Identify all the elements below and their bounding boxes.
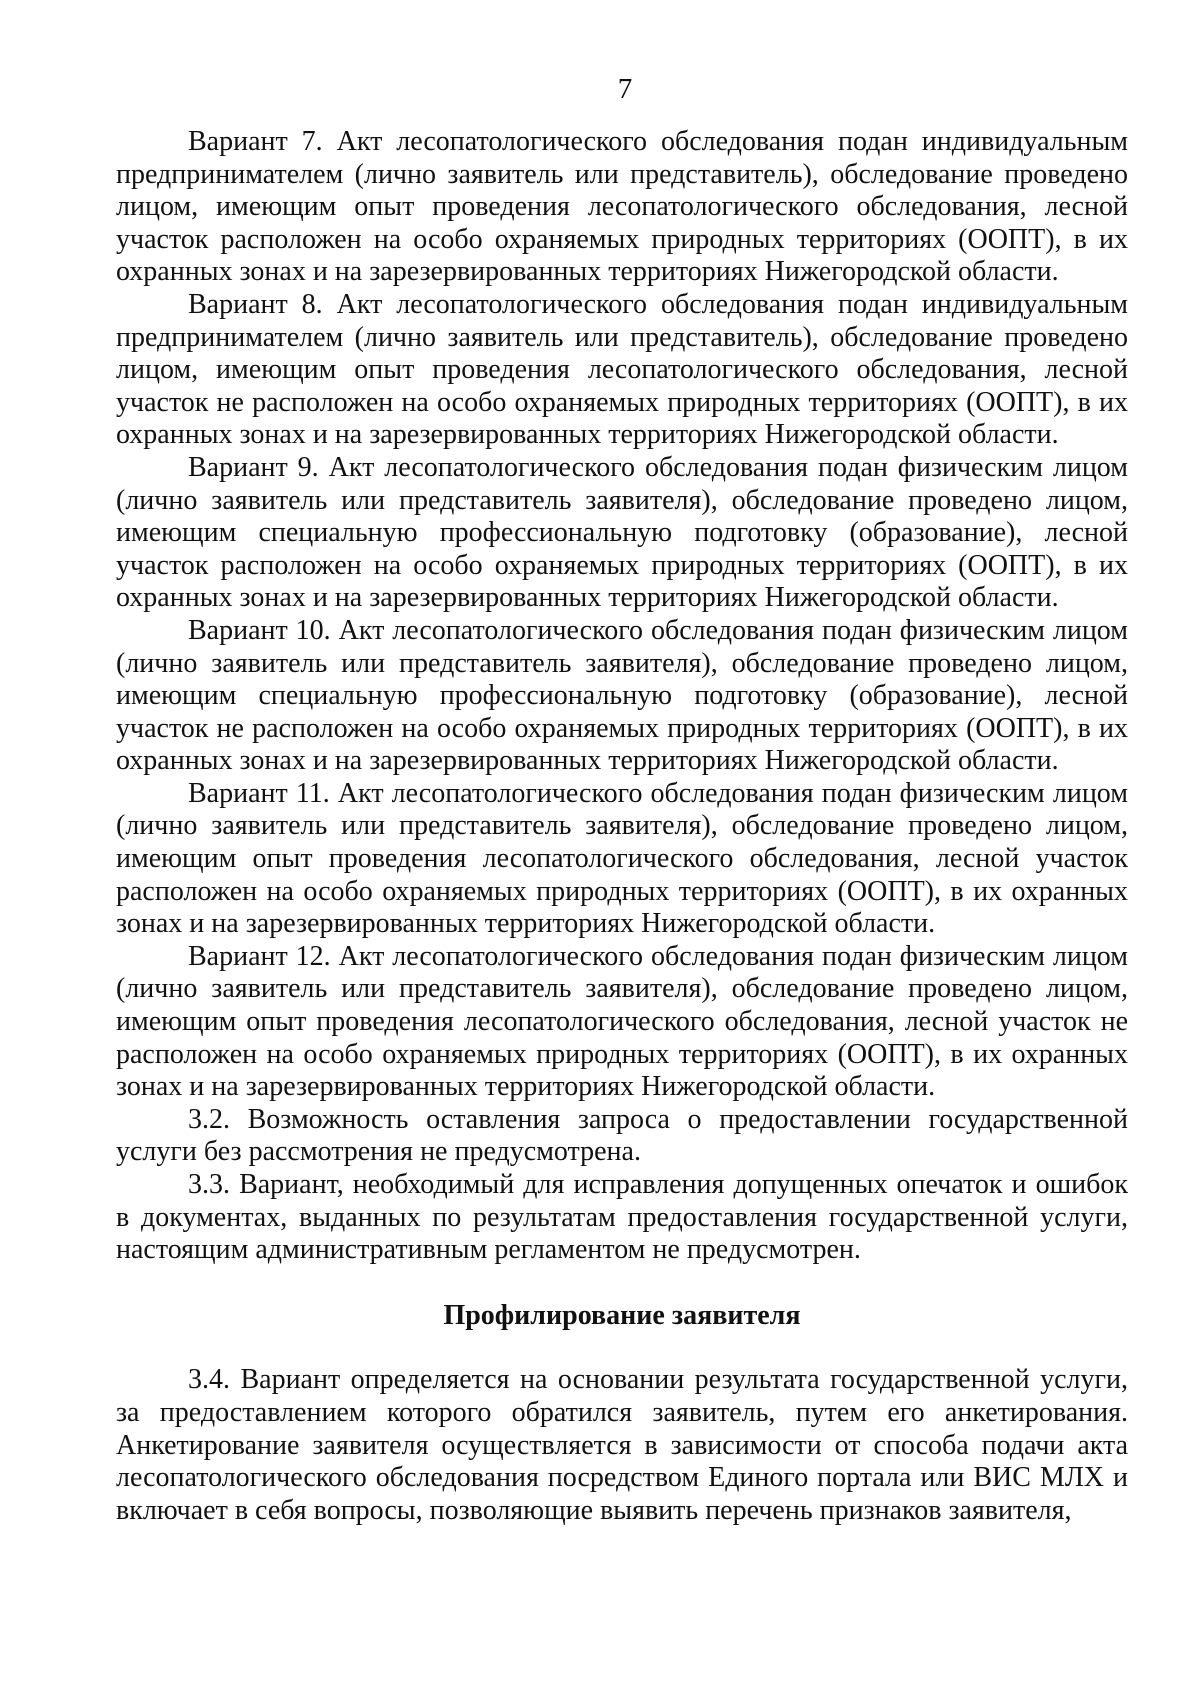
paragraph-3-4: 3.4. Вариант определяется на основании результата государственной услуги, за предоставлением которого обратился заявитель, путем его анкетирования. Анкетирование заявителя осуществляется в зависимости от способа подачи акта лесопатологического обследования посредством Единого портала или ВИС МЛХ и включает в себя вопросы, позволяющие выявить перечень признаков заявителя, — [116, 1364, 1128, 1526]
document-body — [116, 126, 1128, 1527]
paragraph-3-2: 3.2. Возможность оставления запроса о предоставлении государственной услуги без рассмотрения не предусмотрена. — [116, 1103, 1128, 1168]
page-number: 7 — [617, 73, 633, 105]
paragraph-variant-8: Вариант 8. Акт лесопатологического обследования подан индивидуальным предпринимателем (лично заявитель или представитель), обследование проведено лицом, имеющим опыт проведения лесопатологического обследования, лесной участок не расположен на особо охраняемых природных территориях (ООПТ), в их охранных зонах и на зарезервированных территориях Нижегородской области. — [116, 288, 1128, 451]
section-heading: Профилирование заявителя — [443, 1299, 801, 1331]
paragraph-variant-10: Вариант 10. Акт лесопатологического обследования подан физическим лицом (лично заявитель или представитель заявителя), обследование проведено лицом, имеющим специальную профессиональную подготовку (образование), лесной участок не расположен на особо охраняемых природных территориях (ООПТ), в их охранных зонах и на зарезервированных территориях Нижегородской области. — [116, 614, 1128, 777]
paragraph-variant-12: Вариант 12. Акт лесопатологического обследования подан физическим лицом (лично заявитель или представитель заявителя), обследование проведено лицом, имеющим опыт проведения лесопатологического обследования, лесной участок не расположен на особо охраняемых природных территориях (ООПТ), в их охранных зонах и на зарезервированных территориях Нижегородской области. — [116, 940, 1128, 1103]
paragraph-variant-7: Вариант 7. Акт лесопатологического обследования подан индивидуальным предпринимателем (лично заявитель или представитель), обследование проведено лицом, имеющим опыт проведения лесопатологического обследования, лесной участок расположен на особо охраняемых природных территориях (ООПТ), в их охранных зонах и на зарезервированных территориях Нижегородской области. — [116, 126, 1128, 288]
paragraph-variant-9: Вариант 9. Акт лесопатологического обследования подан физическим лицом (лично заявитель или представитель заявителя), обследование проведено лицом, имеющим специальную профессиональную подготовку (образование), лесной участок расположен на особо охраняемых природных территориях (ООПТ), в их охранных зонах и на зарезервированных территориях Нижегородской области. — [116, 451, 1128, 614]
paragraph-3-3: 3.3. Вариант, необходимый для исправления допущенных опечаток и ошибок в документах, выданных по результатам предоставления государственной услуги, настоящим административным регламентом не предусмотрен. — [116, 1169, 1128, 1266]
paragraph-variant-11: Вариант 11. Акт лесопатологического обследования подан физическим лицом (лично заявитель или представитель заявителя), обследование проведено лицом, имеющим опыт проведения лесопатологического обследования, лесной участок расположен на особо охраняемых природных территориях (ООПТ), в их охранных зонах и на зарезервированных территориях Нижегородской области. — [116, 777, 1128, 940]
